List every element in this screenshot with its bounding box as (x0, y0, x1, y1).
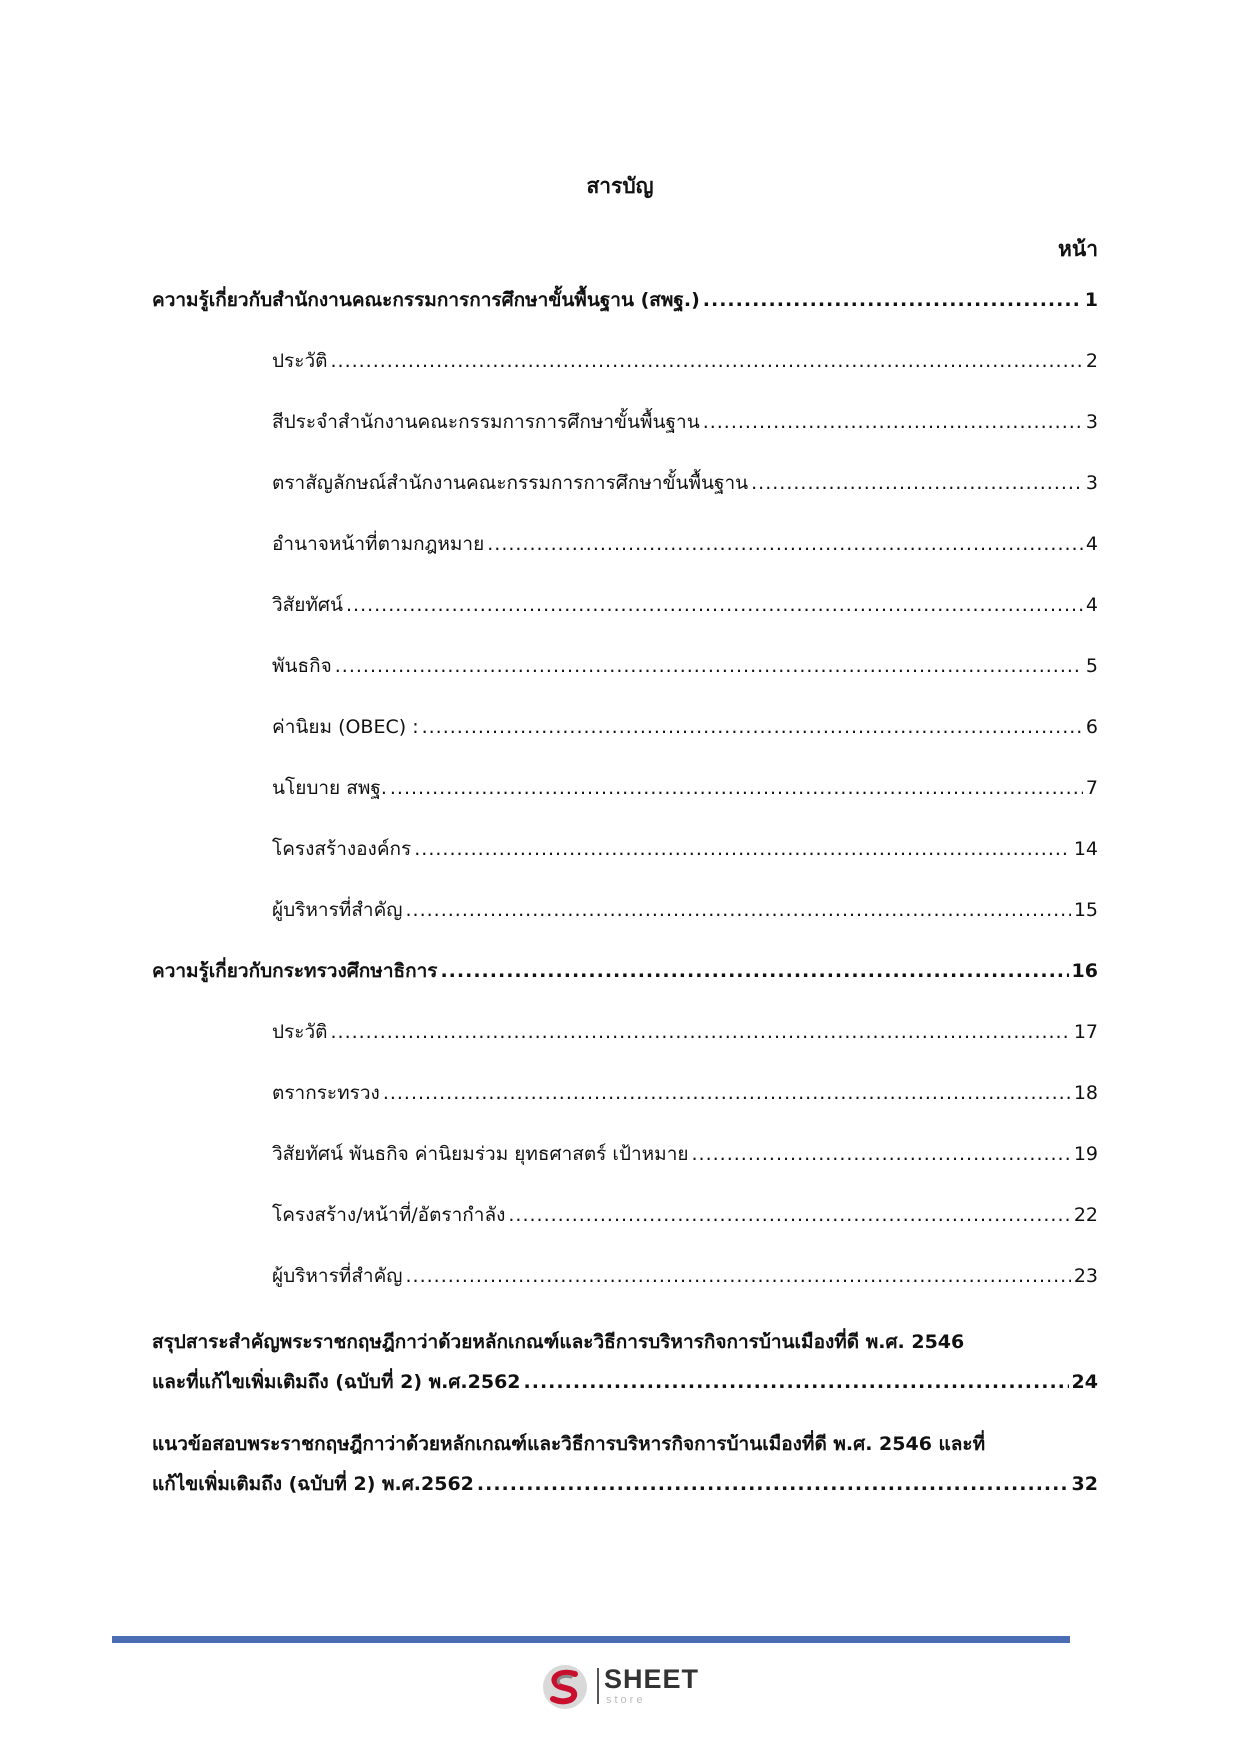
toc-item-label: อำนาจหน้าที่ตามกฎหมาย (272, 533, 485, 555)
dot-leader (440, 956, 1068, 986)
toc-item-label: ประวัติ (272, 1021, 328, 1043)
dot-leader (335, 651, 1083, 681)
dot-leader (330, 1017, 1070, 1047)
toc-item-label: สีประจำสำนักงานคณะกรรมการการศึกษาขั้นพื้นฐาน (272, 411, 700, 433)
toc-page-number: 23 (1073, 1265, 1098, 1287)
toc-long-section[interactable] (152, 1424, 1098, 1504)
toc-section[interactable] (152, 285, 1098, 346)
dot-leader (406, 1261, 1071, 1291)
dot-leader (524, 1362, 1069, 1402)
toc-item-label: นโยบาย สพฐ. (272, 777, 387, 799)
toc-page-number: 24 (1071, 1371, 1098, 1393)
dot-leader (703, 407, 1083, 437)
toc-item[interactable] (152, 773, 1098, 834)
toc-item[interactable] (152, 468, 1098, 529)
toc-page-number: 7 (1085, 777, 1098, 799)
toc-section[interactable] (152, 956, 1098, 1017)
toc-item[interactable] (152, 529, 1098, 590)
toc-item[interactable] (152, 834, 1098, 895)
dot-leader (692, 1139, 1071, 1169)
toc-long-section[interactable] (152, 1322, 1098, 1402)
toc-page-number: 22 (1073, 1204, 1098, 1226)
page-title: สารบัญ (586, 174, 654, 198)
dot-leader (383, 1078, 1071, 1108)
toc-long-section-line1: สรุปสาระสำคัญพระราชกฤษฎีกาว่าด้วยหลักเกณฑ์และวิธีการบริหารกิจการบ้านเมืองที่ดี พ.ศ. 2546 (152, 1331, 965, 1353)
toc-page-number: 17 (1073, 1021, 1098, 1043)
toc-page-number: 18 (1073, 1082, 1098, 1104)
toc-item-label: วิสัยทัศน์ พันธกิจ ค่านิยมร่วม ยุทธศาสตร์ เป้าหมาย (272, 1143, 689, 1165)
toc-item[interactable] (152, 895, 1098, 956)
toc-item-label: ผู้บริหารที่สำคัญ (272, 1265, 403, 1287)
toc-item-label: โครงสร้าง/หน้าที่/อัตรากำลัง (272, 1204, 506, 1226)
logo-separator (597, 1668, 599, 1704)
toc-item[interactable] (152, 1139, 1098, 1200)
footer-rule (112, 1636, 1070, 1643)
toc-item[interactable] (152, 1017, 1098, 1078)
toc-page-number: 19 (1073, 1143, 1098, 1165)
toc-long-section-line2: แก้ไขเพิ่มเติมถึง (ฉบับที่ 2) พ.ศ.2562 (152, 1473, 474, 1495)
toc-section-label: ความรู้เกี่ยวกับสำนักงานคณะกรรมการการศึกษาขั้นพื้นฐาน (สพฐ.) (152, 289, 700, 311)
toc-item-label: พันธกิจ (272, 655, 332, 677)
toc-item[interactable] (152, 346, 1098, 407)
toc-page-number: 14 (1073, 838, 1098, 860)
dot-leader (477, 1464, 1069, 1504)
toc-long-section-line1: แนวข้อสอบพระราชกฤษฎีกาว่าด้วยหลักเกณฑ์และวิธีการบริหารกิจการบ้านเมืองที่ดี พ.ศ. 2546 และที่ (152, 1433, 986, 1455)
dot-leader (422, 712, 1083, 742)
toc-item-label: ตราสัญลักษณ์สำนักงานคณะกรรมการการศึกษาขั้นพื้นฐาน (272, 472, 749, 494)
toc-page-number: 4 (1085, 533, 1098, 555)
page-column-header: หน้า (1058, 237, 1098, 261)
toc-item[interactable] (152, 1261, 1098, 1322)
dot-leader (703, 285, 1082, 315)
toc-page-number: 4 (1085, 594, 1098, 616)
toc-item-label: ประวัติ (272, 350, 328, 372)
dot-leader (508, 1200, 1070, 1230)
toc-page-number: 3 (1085, 472, 1098, 494)
toc-page-number: 1 (1084, 289, 1098, 311)
toc-item-label: ตรากระทรวง (272, 1082, 380, 1104)
dot-leader (751, 468, 1083, 498)
toc-page-number: 2 (1085, 350, 1098, 372)
dot-leader (487, 529, 1083, 559)
sheet-store-logo (540, 1662, 710, 1712)
toc-long-section-line2: และที่แก้ไขเพิ่มเติมถึง (ฉบับที่ 2) พ.ศ.2562 (152, 1371, 521, 1393)
toc-item[interactable] (152, 712, 1098, 773)
toc-item-label: โครงสร้างองค์กร (272, 838, 412, 860)
toc-item-label: วิสัยทัศน์ (272, 594, 343, 616)
dot-leader (406, 895, 1071, 925)
dot-leader (414, 834, 1071, 864)
toc-page-number: 32 (1071, 1473, 1098, 1495)
toc-page-number: 3 (1085, 411, 1098, 433)
logo-text: SHEET (604, 1664, 700, 1694)
dot-leader (330, 346, 1082, 376)
dot-leader (390, 773, 1083, 803)
toc-item-label: ผู้บริหารที่สำคัญ (272, 899, 403, 921)
logo-subtext: store (606, 1694, 646, 1706)
table-of-contents (152, 285, 1098, 1526)
dot-leader (346, 590, 1083, 620)
toc-item[interactable] (152, 407, 1098, 468)
toc-item[interactable] (152, 590, 1098, 651)
toc-item[interactable] (152, 651, 1098, 712)
toc-item-label: ค่านิยม (OBEC) : (272, 716, 419, 738)
toc-page-number: 15 (1073, 899, 1098, 921)
toc-item[interactable] (152, 1078, 1098, 1139)
sheet-store-s-icon (540, 1662, 590, 1712)
toc-page-number: 5 (1085, 655, 1098, 677)
toc-item[interactable] (152, 1200, 1098, 1261)
toc-page-number: 6 (1085, 716, 1098, 738)
toc-page-number: 16 (1071, 960, 1098, 982)
toc-section-label: ความรู้เกี่ยวกับกระทรวงศึกษาธิการ (152, 960, 438, 982)
